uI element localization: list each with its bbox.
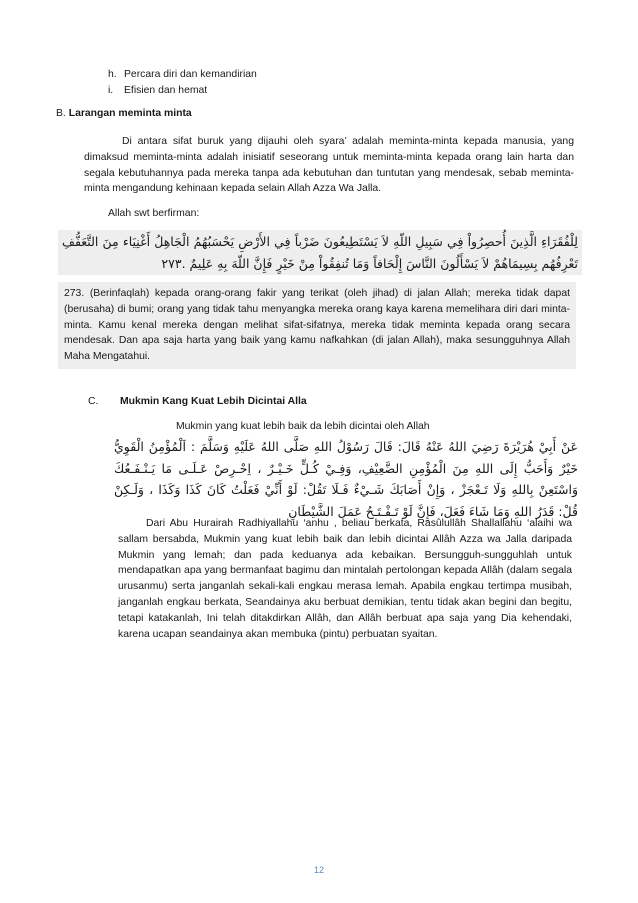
quran-verse-arabic: لِلْفُقَرَاءِ الَّذِينَ أُحصِرُواْ فِي سَبِيلِ اللّهِ لاَ يَسْتَطِيعُونَ ضَرْباً فِي الأَرْضِ يَحْسَبُهُمُ الْجَاهِلُ أَغْنِيَاء مِنَ التَّعَفُّفِ تَعْرِفُهُم بِسِيمَاهُمْ لاَ يَسْأَلُونَ النَّاسَ إِلْحَافاً وَمَا تُنفِقُواْ مِنْ خَيْرٍ فَإِنَّ اللّهَ بِهِ عَلِيمٌ .٢٧٣ — [58, 230, 582, 275]
section-c-intro: Mukmin yang kuat lebih baik da lebih dicintai oleh Allah — [176, 421, 430, 432]
section-c-heading — [88, 394, 307, 410]
section-c-title: Mukmin Kang Kuat Lebih Dicintai Alla — [120, 396, 307, 407]
hadith-arabic: عَنْ أَبِيْ هُرَيْرَةَ رَضِيَ اللهُ عَنْهُ قَالَ: قَالَ رَسُوْلُ اللهِ صَلَّى اللهُ عَلَيْهِ وَسَلَّمَ : اَلْمُؤْمِنُ الْقَوِيُّ خَيْرٌ وَأَحَبُّ إِلَى اللهِ مِنَ الْمُؤْمِنِ الضَّعِيْفِ، وَفِـيْ كُـلٍّ خَـيْـرٌ ، اِحْـرِصْ عَـلَـى مَا يَـنْـفَـعُكَ وَاسْتَعِنْ بِاللهِ وَلَا تَـعْجَزْ ، وَإِنْ أَصَابَكَ شَـيْءٌ فَـلَا تَقُلْ: لَوْ أَنِّيْ فَعَلْتُ كَانَ كَذَا وَكَذَا ، وَلَـكِنْ قُلْ: قَدَرُ اللهِ وَمَا شَاءَ فَعَلَ، فَإِنَّ لَوْ تَـفْـتَـحُ عَمَلَ الشَّيْطَانِ — [114, 439, 578, 519]
list-item — [108, 83, 207, 99]
list-marker: i. — [108, 85, 114, 96]
section-b-intro: Allah swt berfirman: — [108, 208, 200, 219]
section-c-letter: C. — [88, 396, 99, 407]
hadith-translation: Dari Abu Hurairah Radhiyallahu ‘anhu , beliau berkata, Rasûlullâh Shallallahu ‘alaihi wa sallam bersabda, Mukmin yang kuat lebih baik dan lebih dicintai Allâh Azza wa Jalla daripada Mukmin yang lemah; dan pada keduanya ada kebaikan. Bersungguh-sungguhlah untuk mendapatkan apa yang bermanfaat bagimu dan mintalah pertolongan kepada Allâh (dalam segala urusanmu) serta janganlah sekali-kali engkau merasa lemah. Apabila engkau tertimpa musibah, janganlah engkau berkata, Seandainya aku berbuat demikian, tentu tidak akan begini dan begitu, tetapi katakanlah, Ini telah ditakdirkan Allâh, dan Allâh berbuat apa saja yang Dia kehendaki, karena ucapan seandainya akan membuka (pintu) perbuatan syaitan. — [118, 518, 572, 640]
section-b-title: Larangan meminta minta — [68, 108, 192, 119]
list-item — [108, 67, 257, 83]
list-marker: h. — [108, 69, 117, 80]
list-text: Percara diri dan kemandirian — [124, 69, 257, 80]
list-text: Efisien dan hemat — [124, 85, 208, 96]
section-b-paragraph: Di antara sifat buruk yang dijauhi oleh syara’ adalah meminta-minta kepada manusia, yang dimaksud meminta-minta adalah inisiatif seseorang untuk meminta-minta kepada orang lain harta dan segala kebutuhannya pada mereka tanpa ada kebutuhan dan tuntutan yang mendesak, sebab meminta-minta mengandung kehinaan kepada selain Allah Azza Wa Jalla. — [84, 136, 574, 195]
section-b-letter: B. — [56, 108, 66, 119]
section-b-heading — [56, 106, 192, 122]
page-number: 12 — [313, 865, 324, 875]
quran-verse-translation: 273. (Berinfaqlah) kepada orang-orang fakir yang terikat (oleh jihad) di jalan Allah; mereka tidak dapat (berusaha) di bumi; orang yang tidak tahu menyangka mereka orang kaya karena memelihara diri dari minta-minta. Kamu kenal mereka dengan melihat sifat-sifatnya, mereka tidak meminta kepada orang secara mendesak. Dan apa saja harta yang baik yang kamu nafkahkan (di jalan Allah), maka sesungguhnya Allah Maha Mengatahui. — [58, 282, 576, 369]
